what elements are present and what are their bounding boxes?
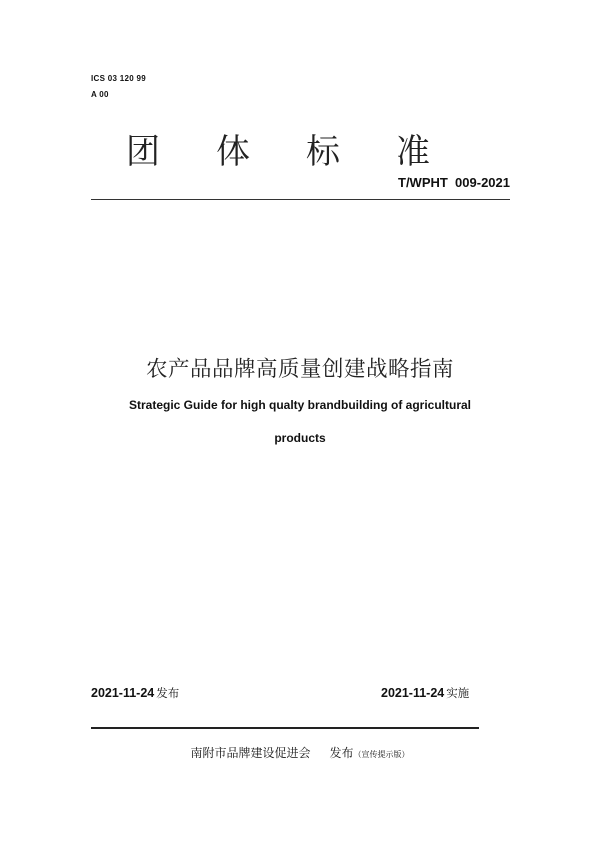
implementation-date: 2021-11-24: [381, 686, 445, 700]
publisher-action: 发布: [329, 746, 354, 760]
publisher-line: [0, 744, 600, 761]
ics-code: ICS 03 120 99: [91, 74, 147, 83]
document-title-chinese: 农产品品牌高质量创建战略指南: [145, 357, 454, 382]
issue-date: 2021-11-24: [91, 686, 155, 700]
publisher-note: （宣传提示版）: [353, 750, 410, 759]
document-title-english-line1: Strategic Guide for high qualty brandbuilding of agricultural: [128, 398, 471, 412]
footer-divider: [91, 727, 479, 729]
publisher-name: 南附市品牌建设促进会: [190, 746, 311, 760]
ccs-code: A 00: [91, 90, 109, 99]
header-divider: [91, 199, 510, 200]
implementation-label: 实施: [446, 686, 470, 700]
document-title-english-line2: products: [274, 431, 326, 445]
issue-label: 发布: [156, 686, 180, 700]
implementation-date-line: [381, 685, 469, 701]
standard-number: T/WPHT 009-2021: [398, 175, 510, 190]
standard-type-heading: 团体标准: [126, 132, 486, 172]
issue-date-line: [91, 685, 179, 701]
